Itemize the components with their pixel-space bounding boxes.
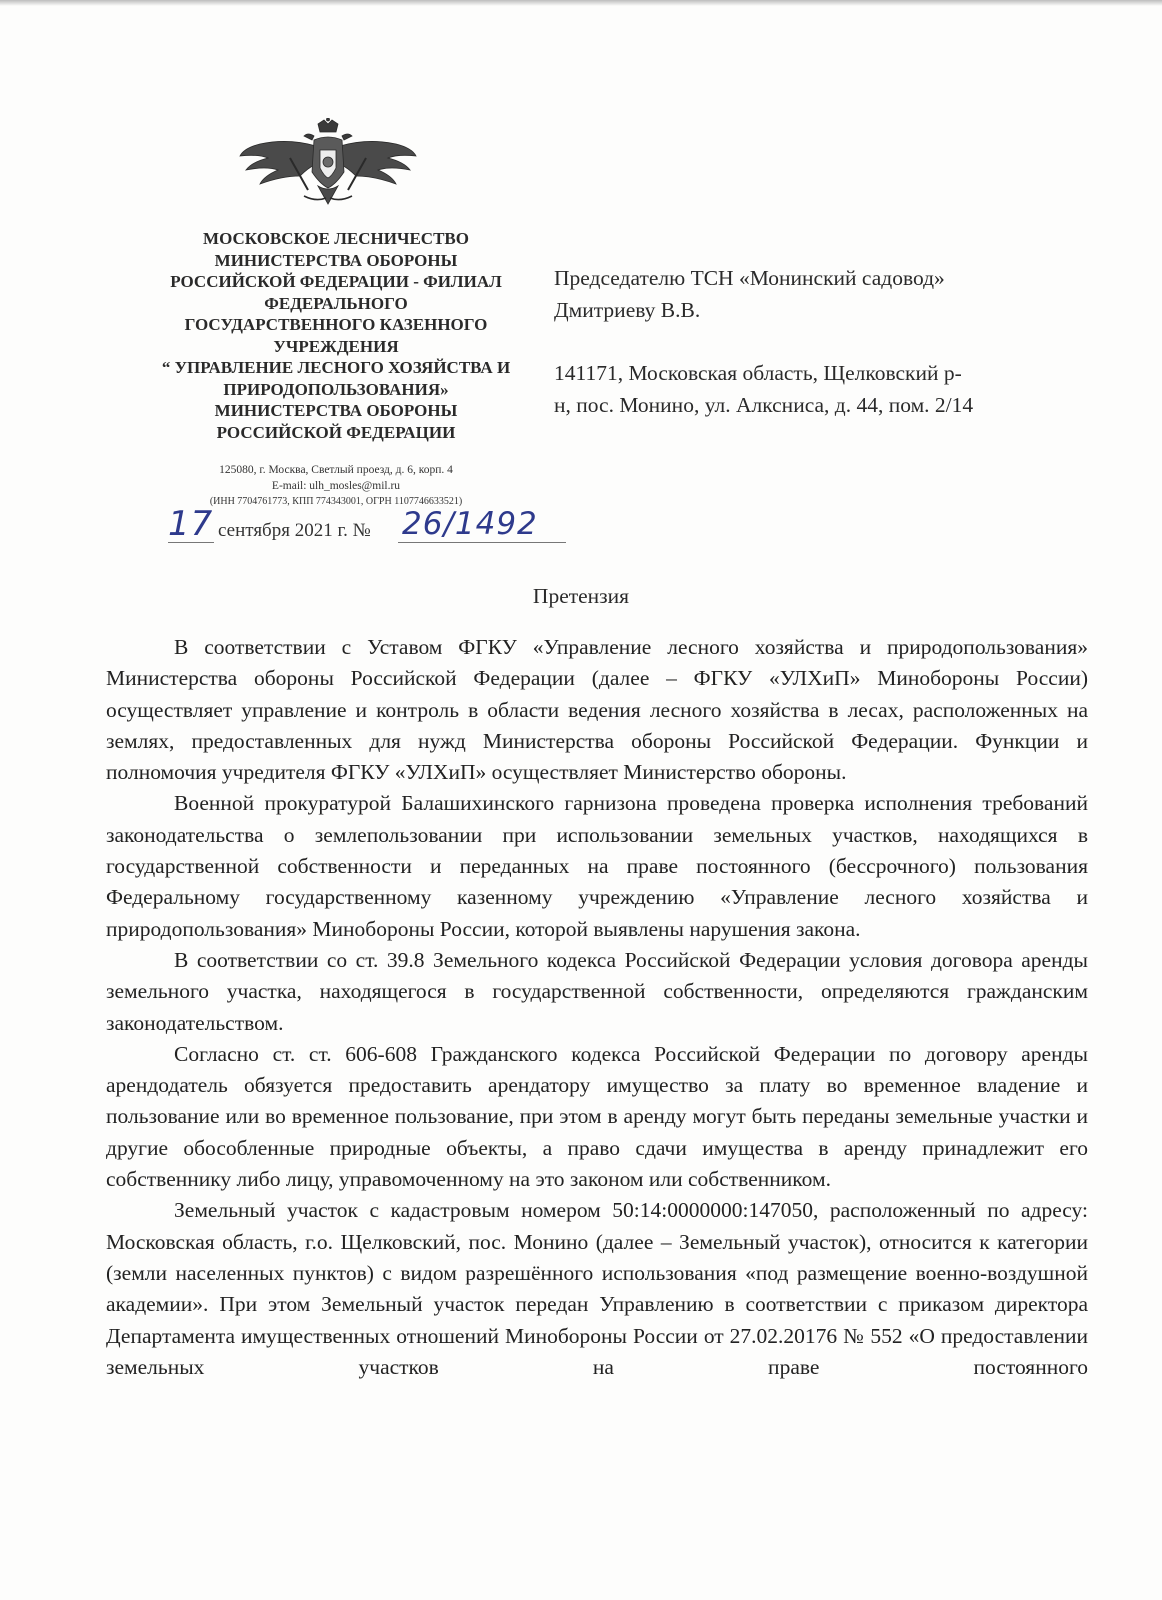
eagle-emblem-icon: [238, 118, 418, 210]
recipient-block: [554, 262, 1094, 421]
date-number-line: [168, 504, 588, 556]
org-line: УЧРЕЖДЕНИЯ: [273, 336, 399, 356]
sender-email: E-mail: ulh_mosles@mil.ru: [271, 480, 401, 492]
sender-organization: [138, 228, 534, 443]
org-line: МОСКОВСКОЕ ЛЕСНИЧЕСТВО: [203, 229, 469, 248]
date-text: сентября 2021 г. №: [218, 520, 371, 541]
org-line: МИНИСТЕРСТВА ОБОРОНЫ: [214, 250, 458, 270]
org-line: ПРИРОДОПОЛЬЗОВАНИЯ»: [223, 379, 449, 399]
handwritten-day: 17: [168, 504, 214, 544]
org-line: ГОСУДАРСТВЕННОГО КАЗЕННОГО: [184, 315, 488, 334]
recipient-name: Дмитриеву В.В.: [554, 298, 701, 322]
document-title: Претензия: [532, 584, 630, 608]
org-line: РОССИЙСКОЙ ФЕДЕРАЦИИ - ФИЛИАЛ: [170, 272, 502, 291]
org-line: ФЕДЕРАЛЬНОГО: [264, 293, 408, 313]
body-paragraph: Согласно ст. ст. 606-608 Гражданского кодекса Российской Федерации по договору аренды арендодатель обязуется предоставить арендатору имущество за плату во временное владение и пользование или во временное пользование, при этом в аренду могут быть переданы земельные участки и другие обособленные природные объекты, а право сдачи имущества в аренду принадлежит его собственнику либо лицу, управомоченному на это законом или собственником.: [106, 1041, 1088, 1192]
recipient-address-line: 141171, Московская область, Щелковский р-: [554, 361, 962, 385]
body-paragraph: В соответствии со ст. 39.8 Земельного кодекса Российской Федерации условия договора аренды земельного участка, находящегося в государственной собственности, определяются гражданским законодательством.: [106, 947, 1088, 1035]
body-paragraph: Земельный участок с кадастровым номером 50:14:0000000:147050, расположенный по адресу: Московская область, г.о. Щелковский, пос. Монино (далее – Земельный участок), относится к категории (земли населенных пунктов) с видом разрешённого использования «под размещение военно-воздушной академии». При этом Земельный участок передан Управлению в соответствии с приказом директора Департамента имущественных отношений Минобороны России от 27.02.20176 № 552 «О предоставлении земельных участков на праве постоянного: [106, 1198, 1088, 1379]
sender-address: 125080, г. Москва, Светлый проезд, д. 6, корп. 4: [219, 464, 453, 476]
sender-requisites: (ИНН 7704761773, КПП 774343001, ОГРН 1107746633521): [209, 496, 463, 507]
handwritten-number: 26/1492: [402, 506, 538, 542]
org-line: “ УПРАВЛЕНИЕ ЛЕСНОГО ХОЗЯЙСТВА И: [161, 358, 511, 377]
number-underline: [398, 542, 566, 543]
document-body: [106, 632, 1088, 1383]
recipient-address-line: н, пос. Монино, ул. Алксниса, д. 44, пом. 2/14: [554, 393, 974, 417]
body-paragraph: В соответствии с Уставом ФГКУ «Управление лесного хозяйства и природопользования» Министерства обороны Российской Федерации (далее – ФГКУ «УЛХиП» Минобороны России) осуществляет управление и контроль в области ведения лесного хозяйства в лесах, расположенных на землях, предоставленных для нужд Министерства обороны Российской Федерации. Функции и полномочия учредителя ФГКУ «УЛХиП» осуществляет Министерство обороны.: [106, 635, 1088, 785]
scan-edge: [0, 0, 1162, 6]
org-line: МИНИСТЕРСТВА ОБОРОНЫ: [214, 401, 458, 420]
recipient-title: Председателю ТСН «Монинский садовод»: [554, 266, 945, 290]
sender-contacts: [138, 462, 534, 510]
org-line: РОССИЙСКОЙ ФЕДЕРАЦИИ: [216, 422, 456, 442]
body-paragraph: Военной прокуратурой Балашихинского гарнизона проведена проверка исполнения требований законодательства о землепользовании при использовании земельных участков, находящихся в государственной собственности и переданных на праве постоянного (бессрочного) пользования Федеральному государственному казенному учреждению «Управление лесного хозяйства и природопользования» Минобороны России, которой выявлены нарушения закона.: [106, 791, 1088, 941]
